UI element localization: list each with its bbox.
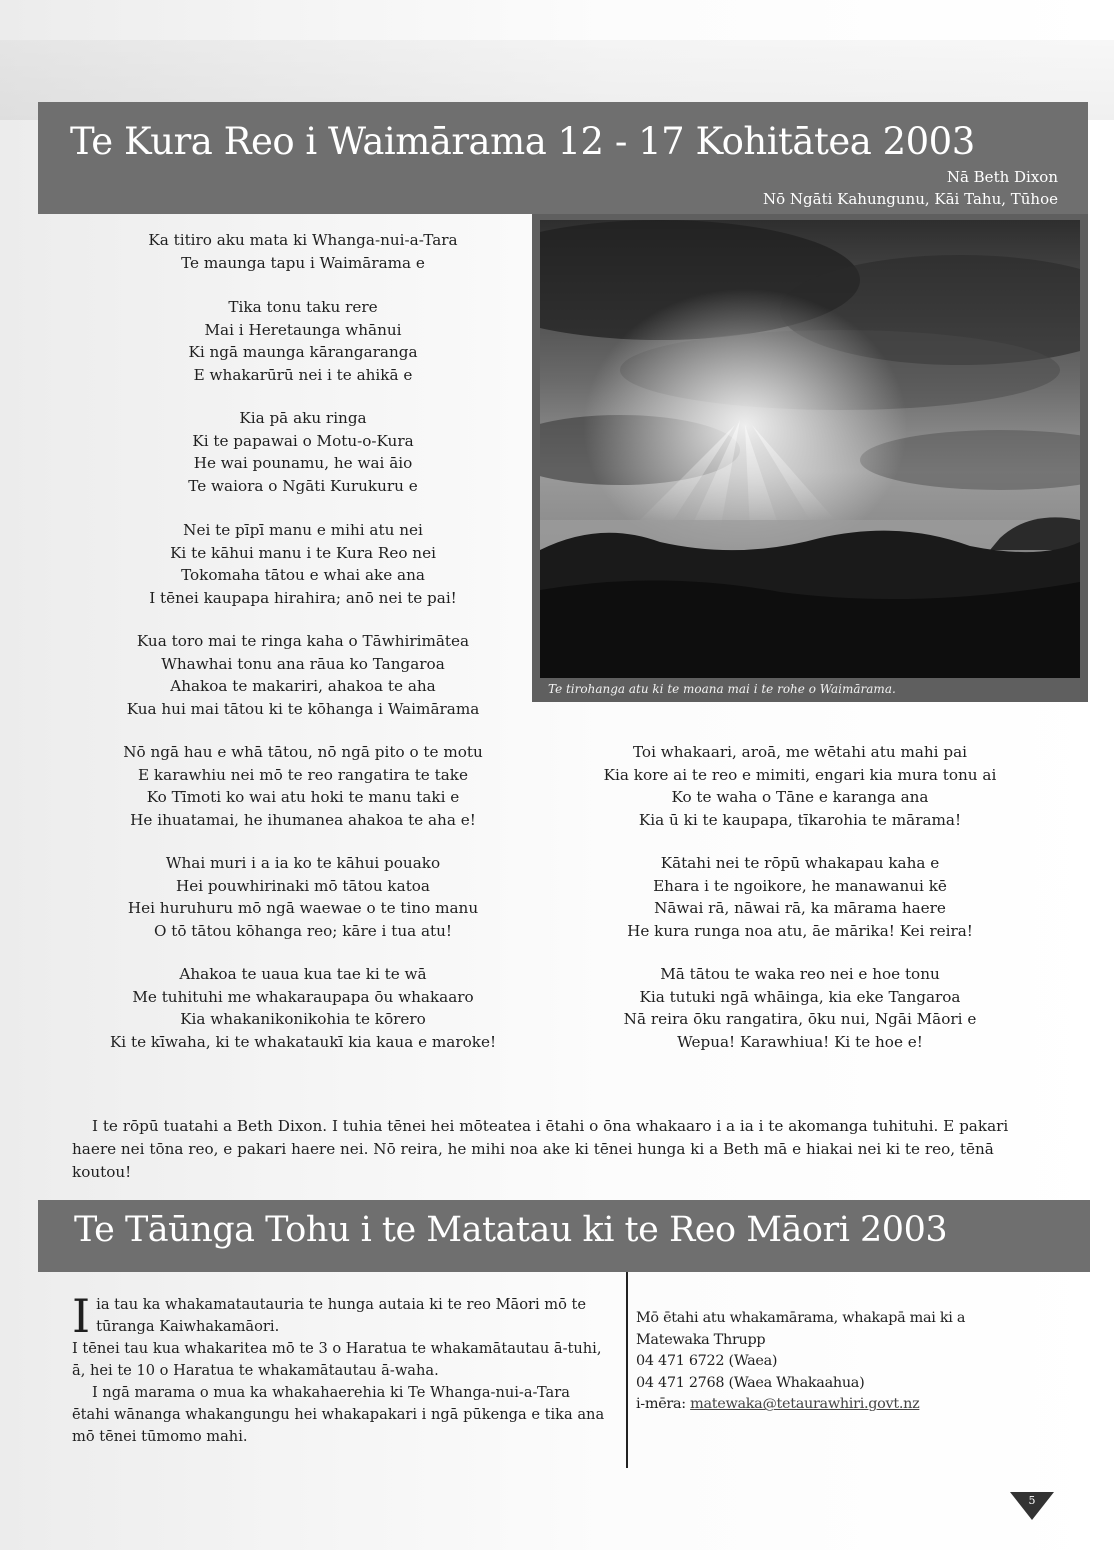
poem-line: Nā reira ōku rangatira, ōku nui, Ngāi Māori e [623, 1010, 977, 1029]
paragraph: I ngā marama o mua ka whakahaerehia ki Te Whanga-nui-a-Tara ētahi wānanga whakangungu hei whakapakari i ngā pūkenga e tika ana mō tēnei tūmomo mahi. [72, 1384, 605, 1445]
poem-line: Kua hui mai tātou ki te kōhanga i Waimārama [126, 699, 480, 718]
column-divider [626, 1272, 628, 1468]
poem-stanza [82, 852, 524, 942]
poem-stanza [560, 852, 1040, 942]
poem-stanza [82, 519, 524, 609]
contact-email-row [636, 1394, 1076, 1416]
poem-line: O tō tātou kōhanga reo; kāre i tua atu! [153, 921, 453, 940]
poem-stanza [82, 630, 524, 720]
poem-line: Te maunga tapu i Waimārama e [181, 253, 425, 272]
poem-line: Ki ngā maunga kārangaranga [188, 343, 418, 362]
poem-line: Tika tonu taku rere [228, 298, 378, 316]
poem-stanza [82, 407, 524, 497]
photo-caption: Te tirohanga atu ki te moana mai i te rohe o Waimārama. [548, 682, 896, 696]
poem-line: Whai muri i a ia ko te kāhui pouako [165, 854, 441, 872]
poem-line: Kia pā aku ringa [239, 409, 367, 427]
poem-line: Ahakoa te makariri, ahakoa te aha [170, 677, 436, 696]
poem-stanza [82, 229, 524, 274]
poem-line: Whawhai tonu ana rāua ko Tangaroa [161, 654, 445, 673]
email-link[interactable]: matewaka@tetaurawhiri.govt.nz [690, 1396, 920, 1413]
poem-line: Te waiora o Ngāti Kurukuru e [188, 476, 418, 495]
poem-line: Kia tutuki ngā whāinga, kia eke Tangaroa [639, 987, 961, 1006]
paragraph [72, 1289, 608, 1343]
poem-line: Nei te pīpī manu e mihi atu nei [183, 521, 423, 539]
poem-line: Ehara i te ngoikore, he manawanui kē [653, 876, 947, 895]
poem-line: Kua toro mai te ringa kaha o Tāwhirimātea [136, 632, 470, 650]
poem-line: Nō ngā hau e whā tātou, nō ngā pito o te motu [123, 743, 483, 761]
poem-line: Kia ū ki te kaupapa, tīkarohia te mārama! [638, 810, 962, 829]
poem-line: Toi whakaari, aroā, me wētahi atu mahi pai [632, 743, 968, 761]
poem-stanza [82, 296, 524, 386]
article-title: Te Kura Reo i Waimārama 12 - 17 Kohitātea 2003 [70, 120, 975, 163]
poem-stanza [82, 963, 524, 1053]
byline-author: Nā Beth Dixon [946, 168, 1058, 186]
poem-line: Kātahi nei te rōpū whakapau kaha e [660, 854, 940, 872]
article2-body [72, 1289, 608, 1448]
contact-box [636, 1308, 1076, 1416]
poem-line: I tēnei kaupapa hirahira; anō nei te pai! [149, 588, 457, 607]
poem-line: He kura runga noa atu, āe mārika! Kei reira! [627, 921, 973, 940]
poem-line: Ka titiro aku mata ki Whanga-nui-a-Tara [148, 231, 458, 249]
poem-line: Me tuhituhi me whakaraupapa ōu whakaaro [132, 987, 474, 1006]
closing-note: I te rōpū tuatahi a Beth Dixon. I tuhia tēnei hei mōteatea i ētahi o ōna whakaaro i a ia i te akomanga tuhituhi. E pakari haere nei tōna reo, e pakari haere nei. Nō reira, he mihi noa ake ki tēnei hunga ki a Beth mā e hiakai nei ki te reo, tēnā koutou! [72, 1117, 1009, 1182]
email-label: i-mēra: [636, 1396, 686, 1413]
poem-line: Kia kore ai te reo e mimiti, engari kia mura tonu ai [603, 765, 997, 784]
contact-phone: 04 471 6722 (Waea) [636, 1353, 778, 1370]
poem-line: E karawhiu nei mō te reo rangatira te take [138, 765, 468, 784]
contact-fax: 04 471 2768 (Waea Whakaahua) [636, 1374, 865, 1391]
poem-line: Ko Tīmoti ko wai atu hoki te manu taki e [146, 788, 460, 807]
byline-iwi: Nō Ngāti Kahungunu, Kāi Tahu, Tūhoe [762, 190, 1058, 208]
poem-line: Mā tātou te waka reo nei e hoe tonu [660, 965, 940, 983]
paragraph: I tēnei tau kua whakaritea mō te 3 o Haratua te whakamātautau ā-tuhi, ā, hei te 10 o Haratua te whakamātautau ā-waha. [72, 1340, 602, 1379]
poem-line: Mai i Heretaunga whānui [204, 320, 402, 339]
article2-title-bar [38, 1200, 1090, 1272]
article2-title: Te Tāūnga Tohu i te Matatau ki te Reo Māori 2003 [74, 1210, 948, 1250]
poem-stanza [560, 741, 1040, 831]
poem-line: Ki te kāhui manu i te Kura Reo nei [170, 543, 436, 562]
poem-line: Hei pouwhirinaki mō tātou katoa [176, 876, 430, 895]
poem-line: Kia whakanikonikohia te kōrero [180, 1010, 426, 1029]
poem-line: Ko te waha o Tāne e karanga ana [671, 788, 929, 807]
drop-cap: I [72, 1289, 91, 1343]
poem-line: He wai pounamu, he wai āio [193, 454, 413, 473]
page-number: 5 [1028, 1494, 1036, 1507]
poem-line: Ki te kīwaha, ki te whakataukī kia kaua e maroke! [109, 1032, 497, 1051]
poem-line: He ihuatamai, he ihumanea ahakoa te aha e! [130, 810, 476, 829]
page-number-marker [1010, 1492, 1054, 1522]
poem-line: E whakarūrū nei i te ahikā e [193, 365, 413, 384]
poem-line: Tokomaha tātou e whai ake ana [181, 566, 425, 585]
poem-line: Wepua! Karawhiua! Ki te hoe e! [677, 1032, 923, 1051]
poem-line: Ahakoa te uaua kua tae ki te wā [179, 965, 427, 983]
contact-intro: Mō ētahi atu whakamārama, whakapā mai ki a [636, 1310, 966, 1326]
poem-line: Nāwai rā, nāwai rā, ka mārama haere [654, 899, 946, 918]
landscape-photo [540, 220, 1080, 678]
contact-name: Matewaka Thrupp [636, 1331, 766, 1348]
poem-stanza [82, 741, 524, 831]
poem-line: Ki te papawai o Motu-o-Kura [192, 431, 414, 450]
poem-stanza [560, 963, 1040, 1053]
poem-line: Hei huruhuru mō ngā waewae o te tino manu [127, 899, 479, 918]
paragraph-text: ia tau ka whakamatautauria te hunga autaia ki te reo Māori mō te tūranga Kaiwhakamāori. [96, 1296, 587, 1335]
